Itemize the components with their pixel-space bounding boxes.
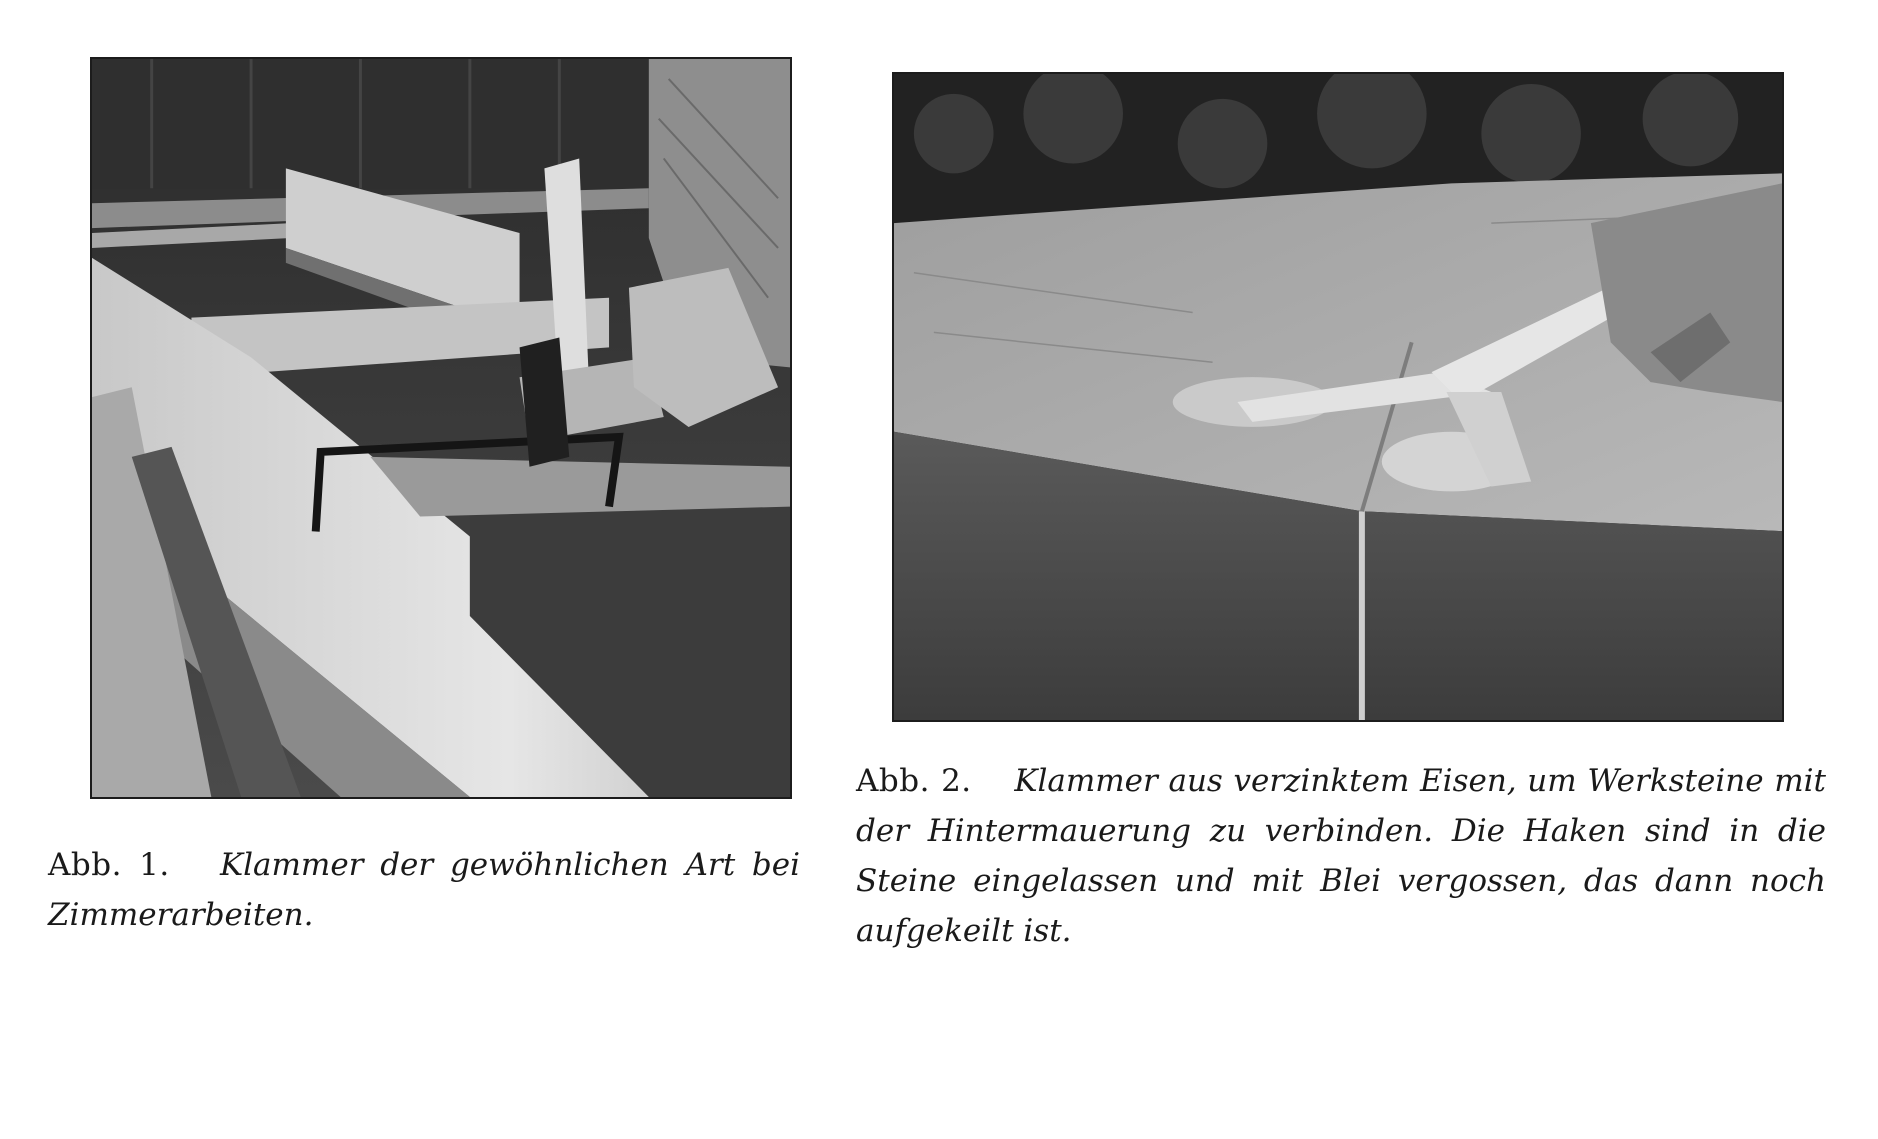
- figure-2-caption-text: Klammer aus verzinktem Eisen, um Werksteine mit der Hintermauerung zu verbinden. Die Haken sind in die Steine eingelassen und mit Blei vergossen, das dann noch aufgekeilt ist.: [856, 763, 1826, 949]
- figure-1-label: Abb. 1.: [48, 847, 170, 883]
- figure-1-caption: [48, 840, 800, 940]
- figure-2-photo: [892, 72, 1784, 722]
- figure-2-caption: [856, 756, 1826, 956]
- figure-2-label: Abb. 2.: [856, 763, 972, 799]
- figure-1-photo: [90, 57, 792, 799]
- carpenter-clamp-photo: [92, 59, 790, 797]
- figure-1-caption-text: Klammer der gewöhnlichen Art bei Zimmerarbeiten.: [48, 847, 800, 933]
- stone-clamp-photo: [894, 74, 1782, 720]
